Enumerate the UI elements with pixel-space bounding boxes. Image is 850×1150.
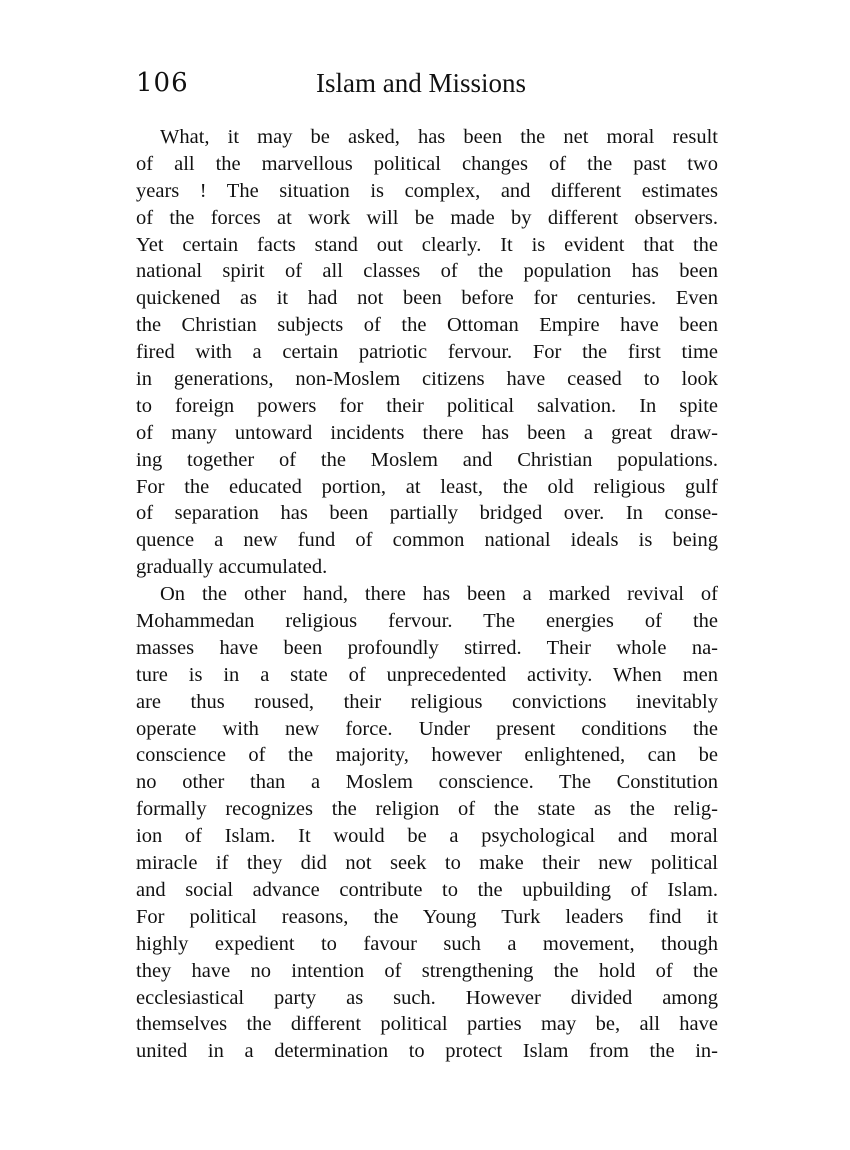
text-line: of the forces at work will be made by different observers. [136,206,718,229]
text-line: the Christian subjects of the Ottoman Empire have been [136,314,718,337]
body-text [136,124,718,1065]
text-line: are thus roused, their religious convictions inevitably [136,690,718,713]
text-line: united in a determination to protect Islam from the in- [136,1040,718,1063]
text-line: years ! The situation is complex, and different estimates [136,179,718,202]
text-line: they have no intention of strengthening the hold of the [136,959,718,982]
text-line: Mohammedan religious fervour. The energies of the [136,610,718,633]
text-line: gradually accumulated. [136,556,328,579]
text-line: quickened as it had not been before for centuries. Even [136,287,718,310]
text-line: quence a new fund of common national ideals is being [136,529,718,552]
text-line: in generations, non-Moslem citizens have ceased to look [136,368,718,391]
text-line: and social advance contribute to the upbuilding of Islam. [136,878,718,901]
text-line: For political reasons, the Young Turk leaders find it [136,905,718,928]
running-title: Islam and Missions [316,68,527,98]
page-header [136,68,736,108]
text-line: themselves the different political parties may be, all have [136,1013,718,1036]
text-line: conscience of the majority, however enlightened, can be [136,744,718,767]
text-line: ing together of the Moslem and Christian populations. [136,448,718,471]
text-line: of all the marvellous political changes of the past two [136,152,718,175]
text-line: ture is in a state of unprecedented activity. When men [136,663,718,686]
text-line: fired with a certain patriotic fervour. For the first time [136,341,718,364]
text-line: What, it may be asked, has been the net moral result [160,126,718,148]
text-line: national spirit of all classes of the population has been [136,260,718,283]
page-number: 106 [136,68,189,98]
text-line: For the educated portion, at least, the old religious gulf [136,475,718,498]
text-line: ion of Islam. It would be a psychological and moral [136,825,718,848]
text-line: Yet certain facts stand out clearly. It is evident that the [136,233,718,256]
text-line: highly expedient to favour such a movement, though [136,932,718,955]
text-line: miracle if they did not seek to make their new political [136,852,718,875]
text-line: operate with new force. Under present conditions the [136,717,718,740]
text-line: formally recognizes the religion of the state as the relig- [136,798,718,821]
text-line: masses have been profoundly stirred. Their whole na- [136,636,718,659]
text-line: to foreign powers for their political salvation. In spite [136,394,718,417]
text-line: no other than a Moslem conscience. The Constitution [136,771,718,794]
text-line: On the other hand, there has been a marked revival of [160,583,718,606]
text-line: of separation has been partially bridged over. In conse- [136,502,718,525]
text-line: ecclesiastical party as such. However divided among [136,986,718,1009]
text-line: of many untoward incidents there has been a great draw- [136,421,718,444]
